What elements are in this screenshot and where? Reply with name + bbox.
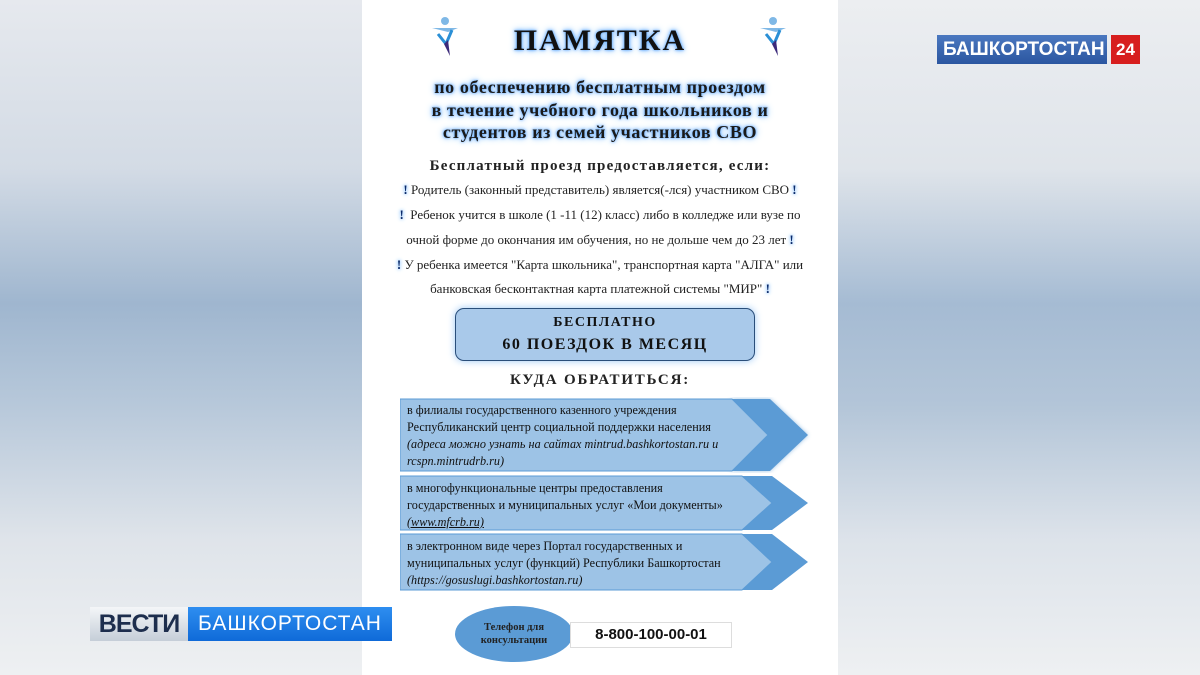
channel-logo xyxy=(937,35,1140,64)
condition-line xyxy=(362,231,838,249)
subtitle-line: студентов из семей участников СВО xyxy=(442,122,758,142)
condition-line xyxy=(362,206,838,224)
subtitle-line: в течение учебного года школьников и xyxy=(431,99,769,120)
where-item xyxy=(400,475,810,531)
condition-text: Ребенок учится в школе (1 -11 (12) класс) либо в колледже или вузе по xyxy=(410,207,801,222)
condition-text: Родитель (законный представитель) является(-лся) участником СВО xyxy=(410,182,790,197)
condition-text: очной форме до окончания им обучения, но не дольше чем до 23 лет xyxy=(406,232,787,247)
free-label: БЕСПЛАТНО xyxy=(553,315,657,330)
where-item xyxy=(400,397,810,473)
where-link[interactable]: (www.mfcrb.ru) xyxy=(407,515,484,529)
rides-count: 60 ПОЕЗДОК В МЕСЯЦ xyxy=(502,336,708,353)
condition-text: У ребенка имеется "Карта школьника", транспортная карта "АЛГА" или xyxy=(404,257,804,272)
where-text: в многофункциональные центры предоставления государственных и муниципальных услуг «Мои документы» xyxy=(407,481,723,512)
exclamation-icon: ! xyxy=(399,207,404,222)
vesti-label: ВЕСТИ xyxy=(90,607,188,641)
where-text: в электронном виде через Портал государственных и муниципальных услуг (функций) Республики Башкортостан xyxy=(407,539,721,570)
where-link[interactable]: (https://gosuslugi.bashkortostan.ru) xyxy=(407,573,583,587)
exclamation-icon: ! xyxy=(789,232,794,247)
free-rides-box xyxy=(455,308,755,361)
condition-text: банковская бесконтактная карта платежной системы "МИР" xyxy=(430,281,763,296)
where-text: в филиалы государственного казенного учреждения Республиканский центр социальной поддержки населения xyxy=(407,403,711,434)
blurred-background-right xyxy=(838,0,1200,675)
channel-number: 24 xyxy=(1111,35,1140,64)
exclamation-icon: ! xyxy=(403,182,408,197)
where-item xyxy=(400,533,810,591)
where-link[interactable]: (адреса можно узнать на сайтах mintrud.bashkortostan.ru и rcspn.mintrudrb.ru) xyxy=(407,437,719,468)
region-label: БАШКОРТОСТАН xyxy=(188,607,392,641)
condition-line xyxy=(362,181,838,199)
phone-label-ellipse: Телефон для консультации xyxy=(455,606,573,662)
conditions-heading: Бесплатный проезд предоставляется, если: xyxy=(429,158,771,174)
exclamation-icon: ! xyxy=(765,281,770,296)
phone-number[interactable]: 8-800-100-00-01 xyxy=(570,622,732,648)
condition-line xyxy=(362,256,838,274)
exclamation-icon: ! xyxy=(396,257,402,272)
program-logo xyxy=(90,607,392,641)
subtitle-line: по обеспечению бесплатным проездом xyxy=(434,77,766,97)
blurred-background-left xyxy=(0,0,362,675)
where-heading: КУДА ОБРАТИТЬСЯ: xyxy=(510,372,690,388)
channel-name: БАШКОРТОСТАН xyxy=(937,35,1107,64)
memo-subtitle xyxy=(362,76,838,144)
exclamation-icon: ! xyxy=(792,182,797,197)
condition-line xyxy=(362,280,838,298)
memo-document xyxy=(362,0,838,675)
memo-title: ПАМЯТКА xyxy=(513,24,687,57)
